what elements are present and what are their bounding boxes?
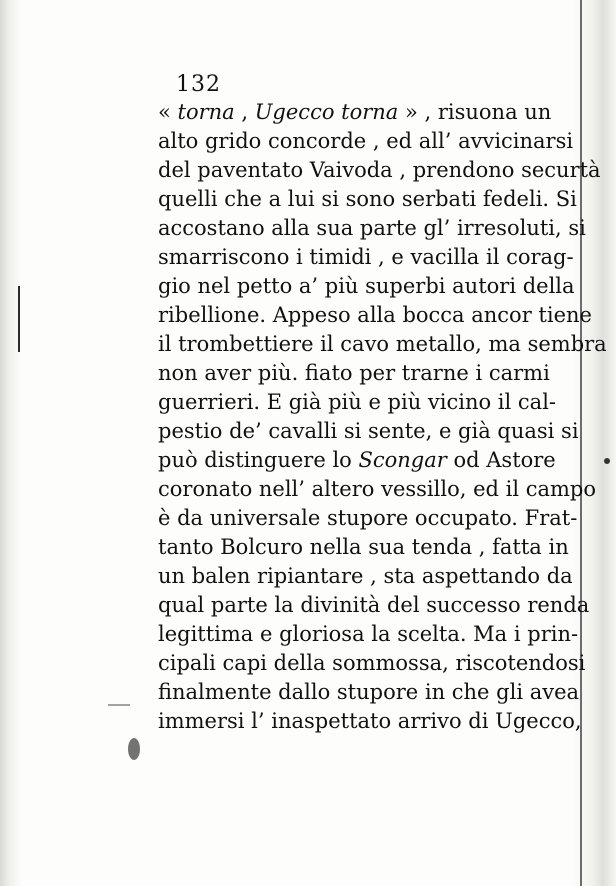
text-segment: immersi l’ inaspettato arrivo di Ugecco, [158,709,582,733]
page-number: 132 [176,72,221,97]
text-segment: guerrieri. E già più e più vicino il cal- [158,390,557,414]
text-line [158,504,578,533]
text-line [158,533,569,562]
text-line [158,591,590,620]
text-line [158,649,586,678]
text-segment: un balen ripiantare , sta aspettando da [158,564,573,588]
italic-text: Scongar [358,448,447,472]
text-line [158,475,597,504]
text-line [158,156,601,185]
text-segment: alto grido concorde , ed all’ avvicinarsi [158,129,574,153]
margin-dash [108,704,130,706]
text-segment: cipali capi della sommossa, riscotendosi [158,651,586,675]
ink-dot [604,458,610,464]
text-segment: non aver più. fiato per trarne i carmi [158,361,550,385]
text-line [158,98,552,127]
text-segment: « [158,100,178,124]
text-segment: gio nel petto a’ più superbi autori della [158,274,575,298]
text-line [158,127,574,156]
text-line [158,185,577,214]
text-segment: del paventato Vaivoda , prendono securtà [158,158,601,182]
text-line [158,562,573,591]
text-segment: quelli che a lui si sono serbati fedeli. Si [158,187,577,211]
text-segment: tanto Bolcuro nella sua tenda , fatta in [158,535,569,559]
text-line [158,620,579,649]
binding-shadow [0,0,22,886]
text-line [158,388,557,417]
text-line [158,417,579,446]
text-segment: pestio de’ cavalli si sente, e già quasi si [158,419,579,443]
ink-blot [128,738,140,760]
text-segment: è da universale stupore occupato. Frat- [158,506,578,530]
text-line [158,330,607,359]
text-line [158,301,592,330]
italic-text: Ugecco torna [254,100,399,124]
page-edge-shadow [572,0,616,886]
text-line [158,243,574,272]
text-segment: ribellione. Appeso alla bocca ancor tiene [158,303,592,327]
text-segment: il trombettiere il cavo metallo, ma sembra [158,332,607,356]
text-segment: qual parte la divinità del successo renda [158,593,590,617]
text-segment: può distinguere lo [158,448,359,472]
text-segment: legittima e gloriosa la scelta. Ma i prin- [158,622,579,646]
text-segment: coronato nell’ altero vessillo, ed il campo [158,477,597,501]
text-line [158,707,582,736]
page-edge-line [580,0,582,886]
text-segment: smarriscono i timidi , e vacilla il corag- [158,245,574,269]
italic-text: torna [177,100,235,124]
text-line [158,272,575,301]
text-line [158,678,580,707]
text-line [158,359,550,388]
body-text [158,98,607,736]
text-segment: finalmente dallo stupore in che gli avea [158,680,580,704]
binding-mark [18,286,20,352]
text-segment: » , risuona un [398,100,552,124]
text-segment: od Astore [446,448,556,472]
text-segment: , [234,100,255,124]
text-segment: accostano alla sua parte gl’ irresoluti, si [158,216,586,240]
text-line [158,214,586,243]
text-line [158,446,556,475]
